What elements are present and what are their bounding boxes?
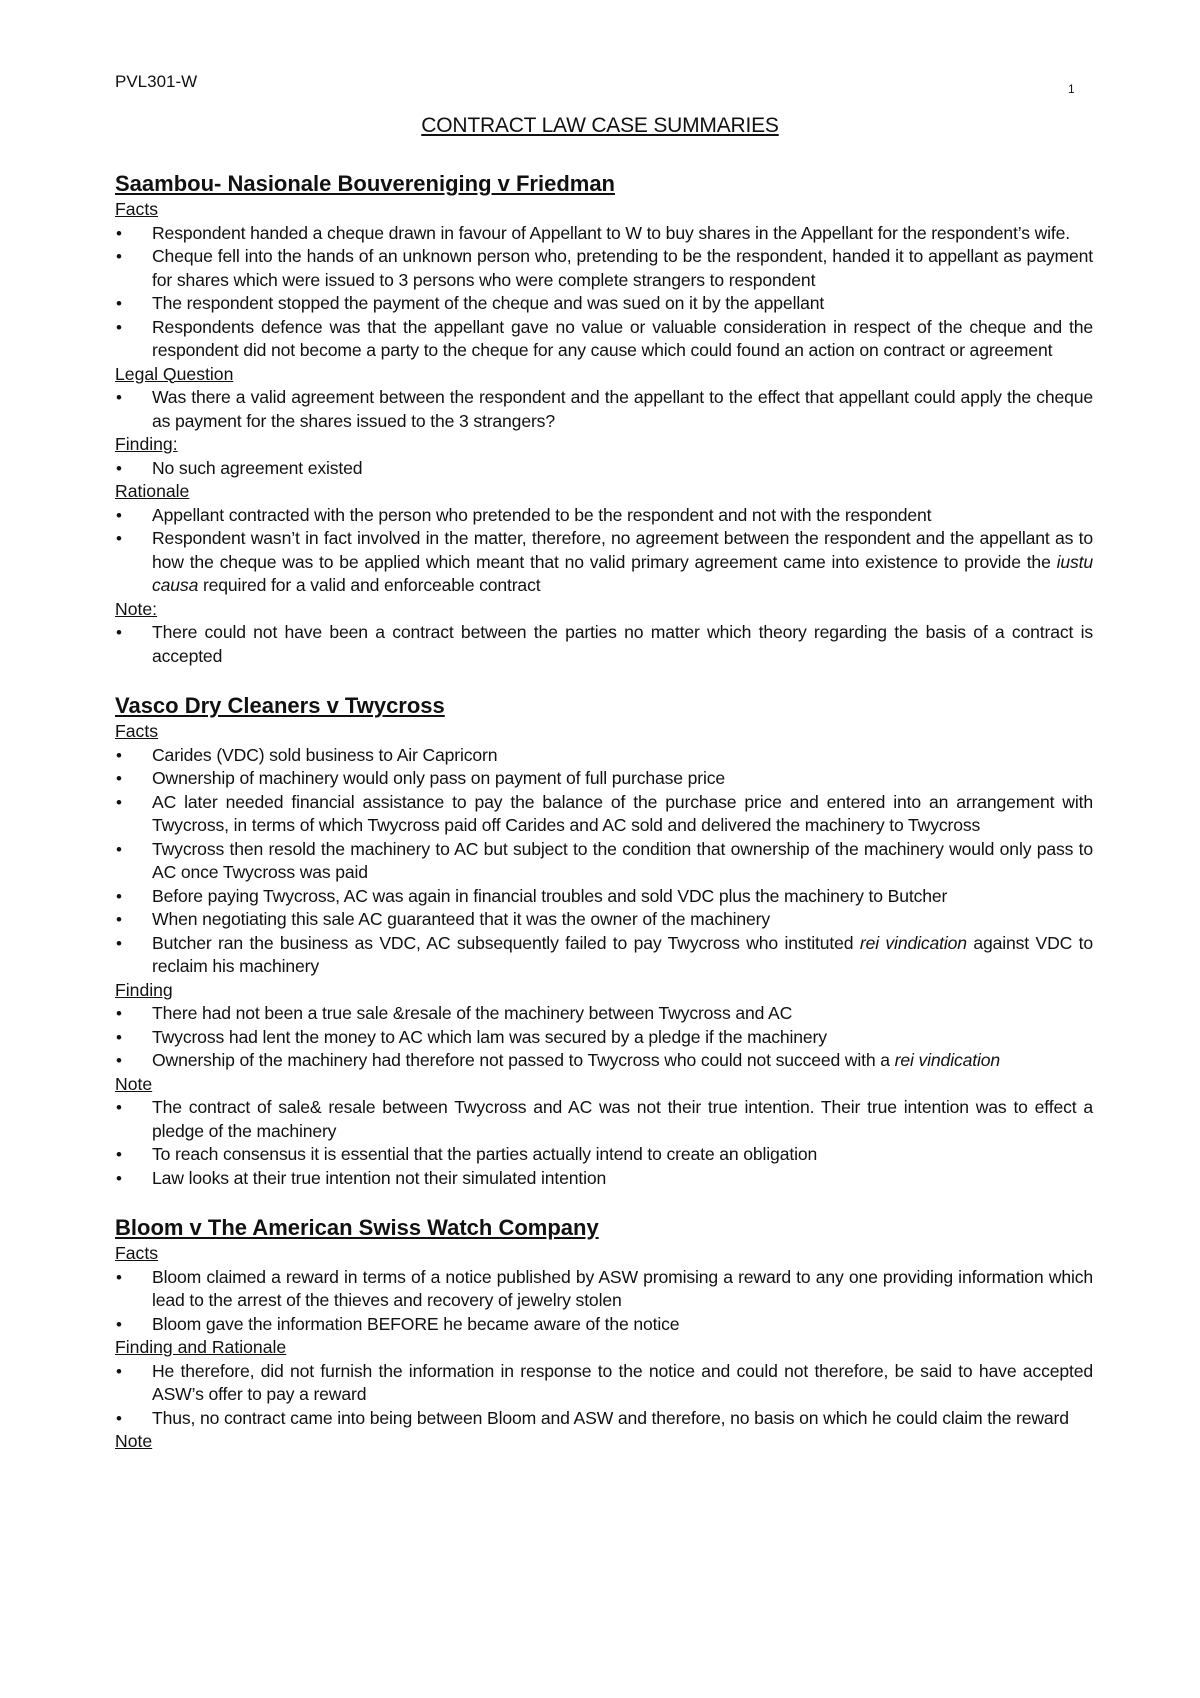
bullet-item bbox=[115, 767, 1093, 791]
section-label: Finding and Rationale bbox=[115, 1337, 287, 1357]
bullet-text: No such agreement existed bbox=[152, 457, 363, 478]
bullet-item bbox=[115, 1026, 1093, 1050]
bullet-text: Ownership of the machinery had therefore not passed to Twycross who could not succeed with a bbox=[152, 1050, 895, 1070]
bullet-item bbox=[115, 1266, 1093, 1313]
bullet-item bbox=[115, 932, 1093, 979]
bullet-text: Thus, no contract came into being between Bloom and ASW and therefore, no basis on which he could claim the reward bbox=[152, 1407, 1069, 1428]
section-label: Rationale bbox=[115, 481, 190, 501]
case-summary bbox=[115, 1214, 1093, 1454]
bullet-icon: • bbox=[116, 247, 122, 266]
bullet-icon: • bbox=[116, 294, 122, 313]
bullet-icon: • bbox=[116, 886, 122, 906]
bullet-icon: • bbox=[116, 388, 122, 407]
bullet-text: Twycross then resold the machinery to AC but subject to the condition that ownership of the machinery would only pass to AC once Twycross was paid bbox=[152, 838, 1093, 882]
case-summaries bbox=[115, 170, 1093, 1478]
bullet-text: There could not have been a contract between the parties no matter which theory regarding the basis of a contract is accepted bbox=[152, 622, 1093, 666]
page-number: 1 bbox=[1068, 82, 1075, 96]
bullet-icon: • bbox=[116, 1051, 122, 1070]
bullet-text: Appellant contracted with the person who pretended to be the respondent and not with the respondent bbox=[152, 504, 932, 525]
case-title: Vasco Dry Cleaners v Twycross bbox=[115, 693, 445, 718]
bullet-item bbox=[115, 791, 1093, 838]
bullet-text: There had not been a true sale &resale of the machinery between Twycross and AC bbox=[152, 1003, 793, 1023]
section-label: Finding: bbox=[115, 434, 178, 454]
bullet-icon: • bbox=[116, 769, 122, 788]
bullet-icon: • bbox=[116, 505, 122, 525]
case-title: Bloom v The American Swiss Watch Company bbox=[115, 1215, 599, 1240]
bullet-item bbox=[115, 1049, 1093, 1073]
bullet-item bbox=[115, 1407, 1093, 1431]
section-label: Facts bbox=[115, 199, 159, 219]
bullet-text: To reach consensus it is essential that the parties actually intend to create an obligation bbox=[152, 1144, 818, 1164]
bullet-item bbox=[115, 316, 1093, 363]
bullet-list bbox=[115, 504, 1093, 598]
bullet-item bbox=[115, 527, 1093, 598]
section-label: Legal Question bbox=[115, 363, 234, 384]
bullet-item bbox=[115, 1313, 1093, 1337]
bullet-icon: • bbox=[116, 1361, 122, 1381]
case-title: Saambou- Nasionale Bouvereniging v Friedman bbox=[115, 171, 615, 196]
bullet-text: Law looks at their true intention not their simulated intention bbox=[152, 1167, 607, 1188]
bullet-item bbox=[115, 885, 1093, 909]
bullet-item bbox=[115, 457, 1093, 481]
bullet-item bbox=[115, 245, 1093, 292]
bullet-item bbox=[115, 1002, 1093, 1026]
bullet-text: Respondent wasn’t in fact involved in the matter, therefore, no agreement between the respondent and the appellant as to how the cheque was to be applied which meant that no valid primary agreement came into existence to provide the bbox=[152, 528, 1093, 572]
bullet-item bbox=[115, 908, 1093, 932]
bullet-icon: • bbox=[116, 792, 122, 812]
document-title: CONTRACT LAW CASE SUMMARIES bbox=[421, 114, 779, 137]
bullet-icon: • bbox=[116, 458, 122, 478]
bullet-icon: • bbox=[116, 223, 122, 243]
section-label: Facts bbox=[115, 1243, 159, 1263]
bullet-item bbox=[115, 1143, 1093, 1167]
bullet-icon: • bbox=[116, 623, 122, 642]
bullet-item bbox=[115, 621, 1093, 668]
bullet-icon: • bbox=[116, 1267, 122, 1287]
bullet-icon: • bbox=[116, 933, 122, 953]
bullet-text: When negotiating this sale AC guaranteed that it was the owner of the machinery bbox=[152, 909, 770, 929]
bullet-text: Butcher ran the business as VDC, AC subsequently failed to pay Twycross who instituted bbox=[152, 932, 860, 953]
bullet-list bbox=[115, 1266, 1093, 1337]
bullet-list bbox=[115, 457, 1093, 481]
bullet-icon: • bbox=[116, 317, 122, 337]
bullet-list bbox=[115, 222, 1093, 363]
bullet-text: Cheque fell into the hands of an unknown person who, pretending to be the respondent, handed it to appellant as payment for shares which were issued to 3 persons who were complete strangers to respondent bbox=[152, 246, 1093, 290]
italic-term: rei vindication bbox=[894, 1050, 1000, 1070]
bullet-item bbox=[115, 222, 1093, 246]
bullet-list bbox=[115, 1360, 1093, 1431]
bullet-item bbox=[115, 838, 1093, 885]
bullet-list bbox=[115, 621, 1093, 668]
bullet-list bbox=[115, 1096, 1093, 1190]
bullet-text: Respondents defence was that the appellant gave no value or valuable consideration in respect of the cheque and the respondent did not become a party to the cheque for any cause which could found an action on contract or agreement bbox=[152, 316, 1093, 360]
bullet-text: Bloom gave the information BEFORE he became aware of the notice bbox=[152, 1313, 680, 1334]
section-label: Note: bbox=[115, 598, 158, 619]
bullet-icon: • bbox=[116, 529, 122, 548]
bullet-icon: • bbox=[116, 910, 122, 929]
bullet-item bbox=[115, 1096, 1093, 1143]
bullet-text: Before paying Twycross, AC was again in financial troubles and sold VDC plus the machinery to Butcher bbox=[152, 885, 948, 906]
section-label: Finding bbox=[115, 979, 173, 1000]
italic-term: rei vindication bbox=[859, 932, 967, 953]
bullet-text: The contract of sale& resale between Twycross and AC was not their true intention. Their true intention was to effect a pledge of the machinery bbox=[152, 1097, 1093, 1141]
bullet-text: against VDC to reclaim his machinery bbox=[152, 932, 1094, 976]
bullet-icon: • bbox=[116, 1314, 122, 1334]
bullet-text: AC later needed financial assistance to pay the balance of the purchase price and entered into an arrangement with Twycross, in terms of which Twycross paid off Carides and AC sold and delivered the machinery to Twycross bbox=[152, 791, 1093, 835]
case-summary bbox=[115, 170, 1093, 668]
bullet-item bbox=[115, 1360, 1093, 1407]
italic-term: iustu causa bbox=[152, 551, 1093, 595]
section-label: Facts bbox=[115, 721, 159, 741]
section-label: Note bbox=[115, 1431, 153, 1451]
bullet-icon: • bbox=[116, 745, 122, 765]
bullet-list bbox=[115, 386, 1093, 433]
section-label: Note bbox=[115, 1073, 153, 1094]
bullet-item bbox=[115, 1167, 1093, 1191]
course-code: PVL301-W bbox=[115, 72, 198, 91]
bullet-item bbox=[115, 386, 1093, 433]
bullet-list bbox=[115, 744, 1093, 979]
bullet-icon: • bbox=[116, 1027, 122, 1047]
bullet-text: Ownership of machinery would only pass on payment of full purchase price bbox=[152, 768, 726, 788]
bullet-list bbox=[115, 1002, 1093, 1073]
bullet-icon: • bbox=[116, 1098, 122, 1117]
bullet-text: He therefore, did not furnish the information in response to the notice and could not therefore, be said to have accepted ASW’s offer to pay a reward bbox=[152, 1360, 1093, 1404]
bullet-icon: • bbox=[116, 1004, 122, 1023]
bullet-text: Respondent handed a cheque drawn in favour of Appellant to W to buy shares in the Appellant for the respondent’s wife. bbox=[152, 222, 1070, 243]
bullet-text: Bloom claimed a reward in terms of a notice published by ASW promising a reward to any one providing information which lead to the arrest of the thieves and recovery of jewelry stolen bbox=[152, 1266, 1093, 1310]
bullet-text: Twycross had lent the money to AC which lam was secured by a pledge if the machinery bbox=[152, 1026, 827, 1047]
bullet-icon: • bbox=[116, 1145, 122, 1164]
bullet-icon: • bbox=[116, 1408, 122, 1428]
bullet-text: The respondent stopped the payment of the cheque and was sued on it by the appellant bbox=[152, 293, 825, 313]
bullet-item bbox=[115, 744, 1093, 768]
case-summary bbox=[115, 692, 1093, 1190]
bullet-text: required for a valid and enforceable contract bbox=[198, 575, 541, 595]
bullet-icon: • bbox=[116, 1168, 122, 1188]
bullet-icon: • bbox=[116, 839, 122, 859]
bullet-item bbox=[115, 504, 1093, 528]
bullet-item bbox=[115, 292, 1093, 316]
bullet-text: Was there a valid agreement between the respondent and the appellant to the effect that appellant could apply the cheque as payment for the shares issued to the 3 strangers? bbox=[152, 387, 1093, 431]
bullet-text: Carides (VDC) sold business to Air Capricorn bbox=[152, 744, 498, 765]
